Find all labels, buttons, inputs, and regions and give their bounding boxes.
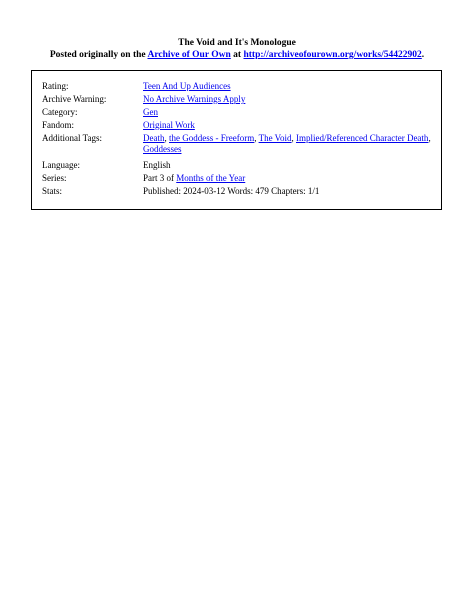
fandom-link[interactable]: Original Work: [143, 120, 195, 130]
warning-label: Archive Warning:: [42, 94, 107, 104]
fandom-label: Fandom:: [42, 120, 75, 130]
series-label: Series:: [42, 173, 67, 183]
tag-link[interactable]: The Void: [258, 133, 292, 143]
category-label: Category:: [42, 107, 78, 117]
work-title: The Void and It's Monologue: [178, 38, 296, 48]
tags-list: Death, the Goddess - Freeform, The Void, Implied/Referenced Character Death, Goddesses: [143, 133, 431, 154]
rating-label: Rating:: [42, 81, 69, 91]
category-link[interactable]: Gen: [143, 107, 158, 117]
language-value: English: [143, 160, 171, 170]
work-url-link[interactable]: http://archiveofourown.org/works/54422902: [243, 50, 422, 60]
tags-label: Additional Tags:: [42, 133, 102, 143]
series-link[interactable]: Months of the Year: [176, 173, 246, 183]
posted-mid: at: [230, 50, 244, 60]
tag-link[interactable]: Death: [143, 133, 165, 143]
posted-prefix: Posted originally on the: [49, 50, 148, 60]
posted-suffix: .: [421, 50, 425, 60]
stats-value: Published: 2024-03-12 Words: 479 Chapters: 1/1: [143, 186, 320, 196]
tag-link[interactable]: Implied/Referenced Character Death: [296, 133, 429, 143]
language-label: Language:: [42, 160, 80, 170]
rating-link[interactable]: Teen And Up Audiences: [143, 81, 231, 91]
tag-link[interactable]: Goddesses: [143, 144, 182, 154]
archive-link[interactable]: Archive of Our Own: [147, 50, 231, 60]
work-metadata-box: [31, 70, 442, 210]
tag-link[interactable]: the Goddess - Freeform: [169, 133, 255, 143]
warning-link[interactable]: No Archive Warnings Apply: [143, 94, 246, 104]
posted-line: [0, 50, 474, 61]
series-prefix: Part 3 of: [143, 173, 177, 183]
stats-label: Stats:: [42, 186, 63, 196]
